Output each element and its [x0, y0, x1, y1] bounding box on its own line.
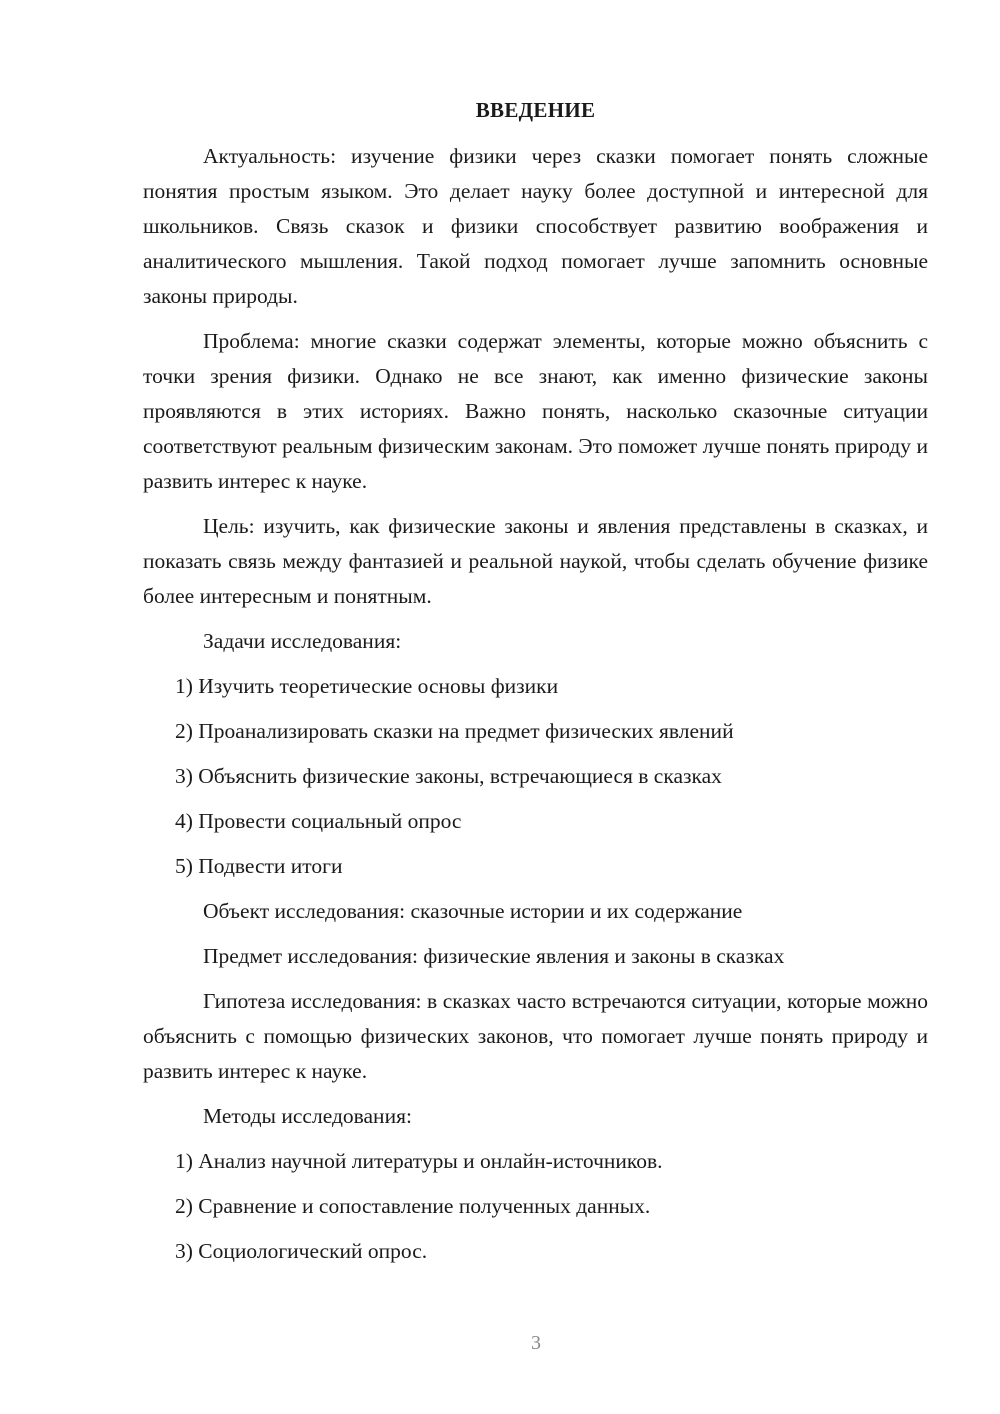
method-item: 3) Социологический опрос. — [175, 1239, 428, 1263]
problem-paragraph: Проблема: многие сказки содержат элементы, которые можно объяснить с точки зрения физики. Однако не все знают, как именно физические законы проявляются в этих историях. Важно понять, насколько сказочные ситуации соответствуют реальным физическим законам. Это поможет лучше понять природу и развить интерес к науке. — [143, 329, 928, 493]
research-object: Объект исследования: сказочные истории и их содержание — [203, 899, 743, 923]
methods-label: Методы исследования: — [203, 1104, 412, 1128]
research-subject: Предмет исследования: физические явления и законы в сказках — [203, 944, 785, 968]
section-heading: ВВЕДЕНИЕ — [475, 98, 596, 122]
page-content — [143, 95, 928, 1279]
hypothesis-paragraph: Гипотеза исследования: в сказках часто встречаются ситуации, которые можно объяснить с помощью физических законов, что помогает лучше понять природу и развить интерес к науке. — [143, 989, 928, 1083]
task-item: 2) Проанализировать сказки на предмет физических явлений — [175, 719, 734, 743]
task-item: 4) Провести социальный опрос — [175, 809, 462, 833]
task-item: 3) Объяснить физические законы, встречающиеся в сказках — [175, 764, 722, 788]
page-number: 3 — [531, 1332, 541, 1354]
task-item: 5) Подвести итоги — [175, 854, 343, 878]
task-item: 1) Изучить теоретические основы физики — [175, 674, 559, 698]
tasks-label: Задачи исследования: — [203, 629, 402, 653]
method-item: 1) Анализ научной литературы и онлайн-источников. — [175, 1149, 663, 1173]
relevance-paragraph: Актуальность: изучение физики через сказки помогает понять сложные понятия простым языком. Это делает науку более доступной и интересной для школьников. Связь сказок и физики способствует развитию воображения и аналитического мышления. Такой подход помогает лучше запомнить основные законы природы. — [143, 144, 928, 308]
goal-paragraph: Цель: изучить, как физические законы и явления представлены в сказках, и показать связь между фантазией и реальной наукой, чтобы сделать обучение физике более интересным и понятным. — [143, 514, 928, 608]
method-item: 2) Сравнение и сопоставление полученных данных. — [175, 1194, 651, 1218]
